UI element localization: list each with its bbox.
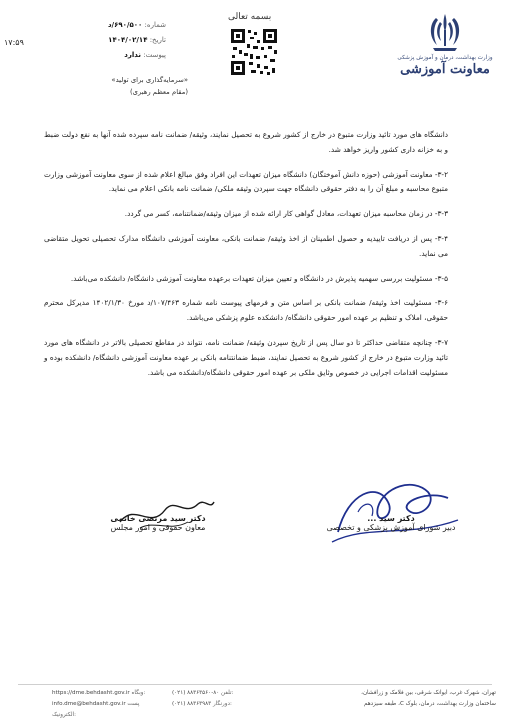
status-time: ۱۷:۵۹	[4, 38, 24, 47]
phone-value: (۰۲۱) ۸۸۳۶۳۵۶۰-۸۰	[172, 690, 220, 696]
footer-divider	[18, 684, 492, 685]
letter-meta	[96, 18, 166, 63]
number-value: ۶۹۰/۵۰۰/د	[107, 21, 143, 29]
phone-label: تلفن:	[221, 690, 234, 696]
footer-web	[52, 688, 162, 721]
signer-name-right: دکتر سید ...	[367, 514, 415, 523]
signature-block-education	[306, 514, 476, 532]
fax-label: دورنگار:	[212, 701, 232, 707]
footer-phones	[172, 688, 288, 710]
slogan-line: «سرمایه‌گذاری برای تولید»	[111, 76, 188, 84]
attachment-value: ندارد	[124, 51, 141, 59]
paragraph-3-6: ۳-۶- مسئولیت اخذ وثیقه/ ضمانت بانکی بر اساس متن و فرمهای پیوست نامه شماره ۱۰۷/۴۶۳/د مورخ ۱۴۰۲/۱/۳۰ مدیرکل محترم حقوقی، املاک و تنظیم بر عهده امور حقوقی دانشگاه/ دانشکده علوم پزشکی می‌باشد.	[44, 298, 449, 323]
slogan-attribution: (مقام معظم رهبری)	[130, 88, 188, 96]
paragraph-3-3: ۳-۳- در زمان محاسبه میزان تعهدات، معادل گواهی کار ارائه شده از میزان وثیقه/ضمانتنامه، کسر می گردد.	[124, 209, 448, 219]
date-value: ۱۴۰۴/۰۲/۱۴	[108, 36, 148, 44]
signature-left-scribble	[110, 482, 220, 542]
iran-emblem	[424, 12, 466, 56]
signer-name-left: دکتر سید مرتضی خاتمی	[110, 514, 206, 523]
paragraph-3-7: ۳-۷- چنانچه متقاضی حداکثر تا دو سال پس از تاریخ سپردن وثیقه/ ضمانت نامه، نتواند در مقاطع تحصیلی بالاتر در دانشگاه های مورد تائید وزارت متبوع در خارج از کشور شروع به تحصیل نمایند، ضبط ضمانتنامه بانکی بر عهده معاونت آموزشی دانشگاه/ دانشکده بوده و مسئولیت اقدامات اجرایی در خصوص وثایق ملکی بر عهده امور حقوقی دانشگاه/دانشکده می باشد.	[44, 337, 448, 377]
website-link[interactable]: https://dme.behdasht.gov.ir	[52, 690, 130, 696]
bismillah: بسمه تعالی	[228, 12, 272, 22]
signature-block-legal	[88, 514, 228, 532]
email-label: پست الکترونیک:	[52, 701, 140, 718]
paragraph-3-2: ۳-۲- معاونت آموزشی (حوزه دانش آموختگان) دانشگاه میزان تعهدات این افراد وفق مبالغ اعلام شده از سوی معاونت آموزشی وزارت متبوع محاسبه و مبلغ آن را به دفتر حقوقی دانشگاه جهت سپردن وثیقه ملکی/ ضمانت نامه بانکی اعلام می نماید.	[44, 169, 448, 194]
signer-title-left: معاون حقوقی و امور مجلس	[110, 523, 206, 532]
footer-address	[300, 688, 496, 710]
date-label: تاریخ:	[149, 36, 166, 44]
web-label: وبگاه:	[131, 690, 146, 696]
address-line-1: تهران، شهرک غرب، ایوانک شرقی، بین فلامک و زرافشان،	[361, 690, 496, 696]
attachment-label: پیوست:	[143, 51, 166, 59]
signer-title-right: دبیر شورای آموزش پزشکی و تخصصی	[326, 523, 456, 532]
email-link[interactable]: info.dme@behdasht.gov.ir	[52, 701, 126, 707]
signature-right-scribble	[318, 472, 468, 554]
paragraph-3-5: ۳-۵- مسئولیت بررسی سهمیه پذیرش در دانشگاه و تعیین میزان تعهدات برعهده معاونت آموزشی دانشگاه/ دانشکده می‌باشد.	[70, 273, 448, 283]
paragraph-continuation: دانشگاه های مورد تائید وزارت متبوع در خارج از کشور شروع به تحصیل نمایند، وثیقه/ ضمانت نامه سپرده شده آنها به نفع دولت ضبط و به خزانه داری کشور واریز خواهد شد.	[44, 130, 448, 154]
qr-code	[230, 28, 278, 76]
paragraph-3-4: ۳-۴- پس از دریافت تاییدیه و حصول اطمینان از اخذ وثیقه/ ضمانت بانکی، معاونت آموزشی دانشگاه مدارک تحصیلی تحویل متقاضی می نماید.	[44, 233, 448, 258]
ministry-header	[392, 54, 498, 77]
letter-body	[44, 128, 448, 390]
ministry-name: وزارت بهداشت، درمان و آموزش پزشکی	[397, 55, 493, 61]
slogan	[38, 74, 188, 98]
deputy-unit: معاونت آموزشی	[400, 62, 490, 77]
address-line-2: ساختمان وزارت بهداشت، درمان، بلوک C، طبقه سیزدهم	[364, 701, 496, 707]
number-label: شماره:	[144, 21, 166, 29]
fax-value: (۰۲۱) ۸۸۳۶۳۹۸۳	[172, 701, 212, 707]
